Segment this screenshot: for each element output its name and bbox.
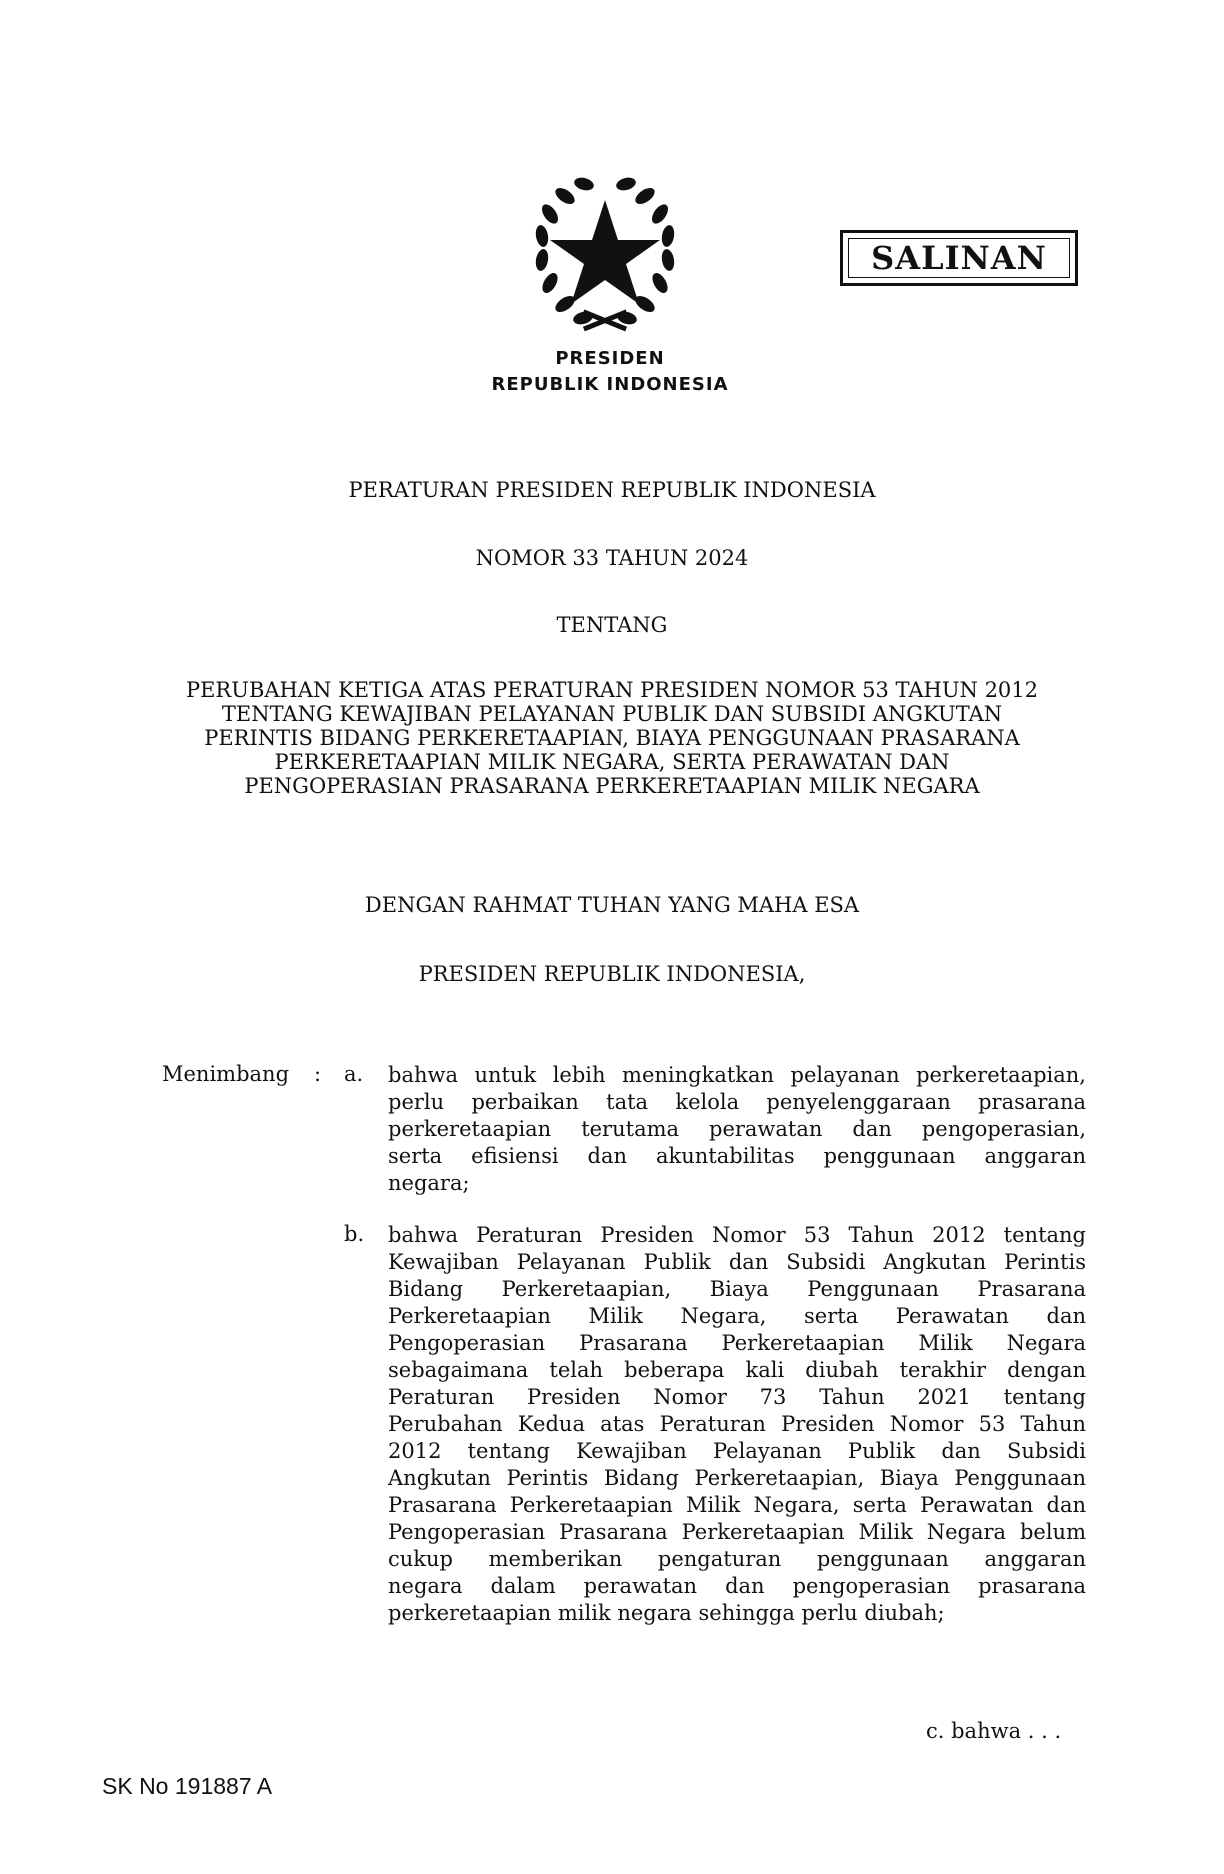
blessing-line: DENGAN RAHMAT TUHAN YANG MAHA ESA (364, 893, 860, 917)
presidential-emblem-icon (520, 168, 690, 338)
item-line: bahwa Peraturan Presiden Nomor 53 Tahun 2012 tentang (388, 1223, 1086, 1247)
emblem-caption-line2: REPUBLIK INDONESIA (491, 374, 729, 395)
item-line: Angkutan Perintis Bidang Perkeretaapian, Biaya Penggunaan (388, 1466, 1086, 1490)
item-letter: b. (344, 1222, 365, 1246)
item-line: perkeretaapian terutama perawatan dan pengoperasian, (388, 1117, 1086, 1141)
item-text (388, 1062, 1086, 1197)
item-line: Perkeretaapian Milik Negara, serta Perawatan dan (388, 1304, 1086, 1328)
item-line: Kewajiban Pelayanan Publik dan Subsidi Angkutan Perintis (388, 1250, 1086, 1274)
item-line: perkeretaapian milik negara sehingga perlu diubah; (388, 1601, 945, 1625)
considering-label: Menimbang (162, 1062, 290, 1086)
salinan-stamp (840, 230, 1078, 286)
regulation-number: NOMOR 33 TAHUN 2024 (475, 546, 749, 570)
item-line: cukup memberikan pengaturan penggunaan anggaran (388, 1547, 1086, 1571)
item-line: Peraturan Presiden Nomor 73 Tahun 2021 tentang (388, 1385, 1086, 1409)
regulation-about-label: TENTANG (556, 613, 668, 637)
salinan-stamp-label: SALINAN (871, 239, 1047, 277)
item-line: Perubahan Kedua atas Peraturan Presiden Nomor 53 Tahun (388, 1412, 1086, 1436)
subject-line: PERINTIS BIDANG PERKERETAAPIAN, BIAYA PENGGUNAAN PRASARANA (204, 726, 1020, 750)
subject-line: PERUBAHAN KETIGA ATAS PERATURAN PRESIDEN NOMOR 53 TAHUN 2012 (185, 678, 1039, 702)
footer-document-code: SK No 191887 A (102, 1773, 273, 1799)
item-line: Pengoperasian Prasarana Perkeretaapian Milik Negara (388, 1331, 1086, 1355)
item-letter: a. (344, 1062, 364, 1086)
considering-colon: : (314, 1062, 322, 1086)
subject-line: PENGOPERASIAN PRASARANA PERKERETAAPIAN MILIK NEGARA (244, 774, 980, 798)
item-line: serta efisiensi dan akuntabilitas penggunaan anggaran (388, 1144, 1086, 1168)
item-line: negara; (388, 1171, 470, 1195)
subject-line: PERKERETAAPIAN MILIK NEGARA, SERTA PERAWATAN DAN (274, 750, 950, 774)
item-line: bahwa untuk lebih meningkatkan pelayanan perkeretaapian, (388, 1063, 1086, 1087)
item-text (388, 1222, 1086, 1627)
regulation-title: PERATURAN PRESIDEN REPUBLIK INDONESIA (348, 478, 876, 502)
page-continuation: c. bahwa . . . (926, 1719, 1062, 1743)
regulation-subject (100, 678, 1124, 798)
item-line: negara dalam perawatan dan pengoperasian prasarana (388, 1574, 1086, 1598)
item-line: perlu perbaikan tata kelola penyelenggaraan prasarana (388, 1090, 1086, 1114)
item-line: 2012 tentang Kewajiban Pelayanan Publik dan Subsidi (388, 1439, 1086, 1463)
issuer-line: PRESIDEN REPUBLIK INDONESIA, (418, 962, 806, 986)
emblem-caption-line1: PRESIDEN (555, 348, 665, 369)
item-line: sebagaimana telah beberapa kali diubah terakhir dengan (388, 1358, 1086, 1382)
subject-line: TENTANG KEWAJIBAN PELAYANAN PUBLIK DAN SUBSIDI ANGKUTAN (221, 702, 1003, 726)
item-line: Prasarana Perkeretaapian Milik Negara, serta Perawatan dan (388, 1493, 1086, 1517)
item-line: Bidang Perkeretaapian, Biaya Penggunaan Prasarana (388, 1277, 1086, 1301)
item-line: Pengoperasian Prasarana Perkeretaapian Milik Negara belum (388, 1520, 1086, 1544)
